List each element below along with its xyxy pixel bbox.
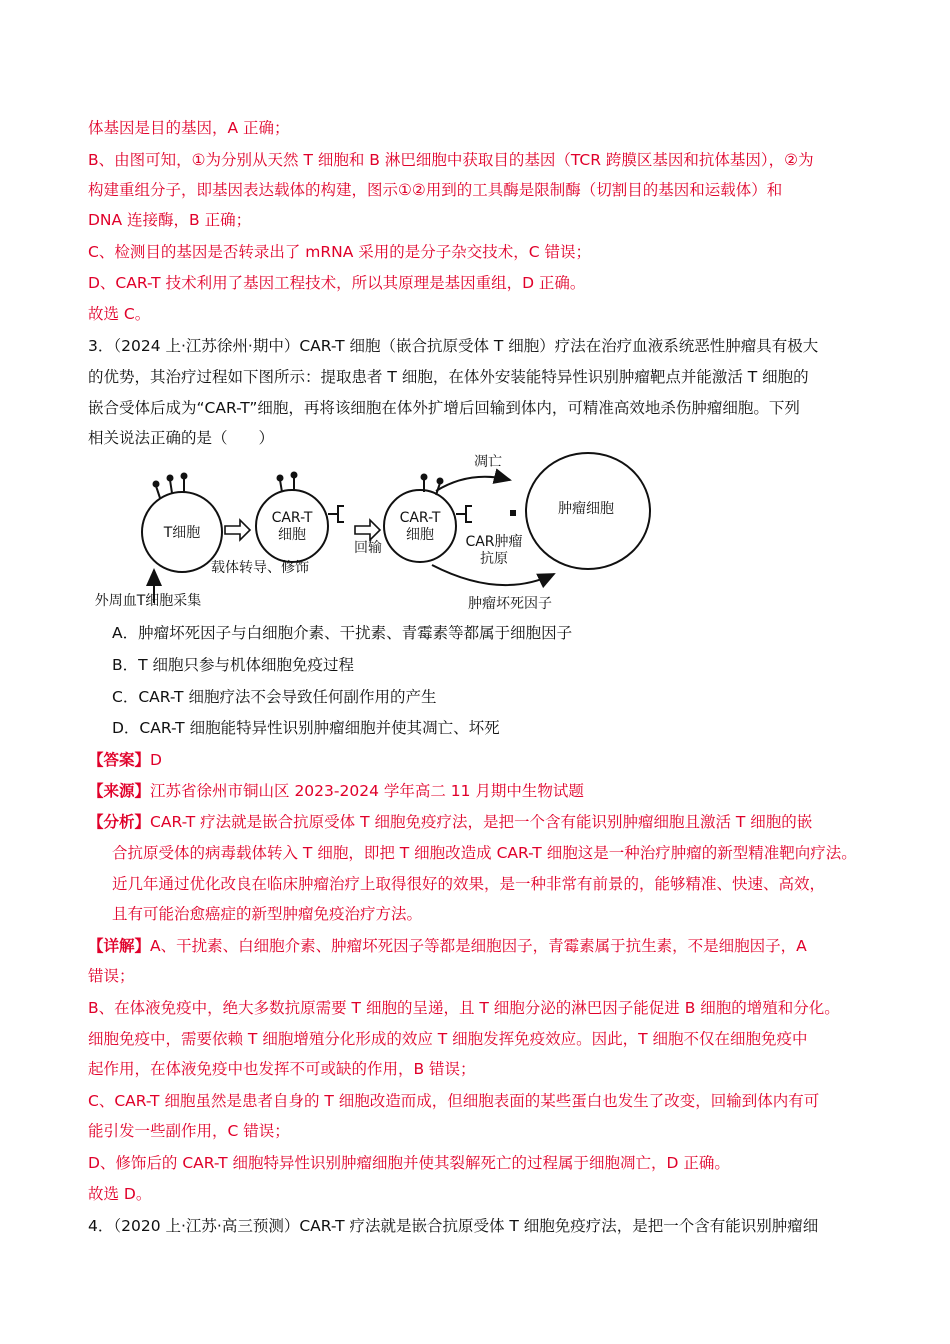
vector-label: 载体转导、修饰: [211, 560, 309, 576]
analysis-tag: 【分析】: [88, 813, 151, 831]
detail-text: C、CAR-T 细胞虽然是患者自身的 T 细胞改造而成，但细胞表面的某些蛋白也发生了改变，回输到体内有可: [88, 1092, 820, 1110]
prev-explanation-b: B、由图可知，①为分别从天然 T 细胞和 B 淋巴细胞中获取目的基因（TCR 跨膜区基因和抗体基因），②为: [88, 151, 814, 169]
car-t-label: CAR-T: [271, 510, 313, 526]
detail-text: 错误；: [88, 967, 135, 985]
question-3-stem: 嵌合受体后成为“CAR-T”细胞，再将该细胞在体外扩增后回输到体内，可精准高效地杀伤肿瘤细胞。下列: [88, 399, 800, 417]
detail-text: B、在体液免疫中，绝大多数抗原需要 T 细胞的呈递，且 T 细胞分泌的淋巴因子能促进 B 细胞的增殖和分化。: [88, 999, 840, 1017]
prev-explanation-c: C、检测目的基因是否转录出了 mRNA 采用的是分子杂交技术，C 错误；: [88, 243, 591, 261]
option-c: C．CAR-T 细胞疗法不会导致任何副作用的产生: [112, 688, 437, 706]
option-d: D．CAR-T 细胞能特异性识别肿瘤细胞并使其凋亡、坏死: [112, 719, 500, 737]
answer-tag: 【答案】: [88, 751, 151, 769]
q3-conclusion: 故选 D。: [88, 1185, 152, 1203]
option-b: B．T 细胞只参与机体细胞免疫过程: [112, 656, 355, 674]
detail-text: 能引发一些副作用，C 错误；: [88, 1122, 290, 1140]
tumor-cell-label: 肿瘤细胞: [558, 501, 614, 517]
prev-explanation-line: 体基因是目的基因，A 正确；: [88, 119, 290, 137]
car-t-label: 细胞: [278, 527, 306, 543]
t-cell-label: T细胞: [163, 525, 201, 541]
car-antigen-label: CAR肿瘤: [465, 534, 523, 550]
car-t-label: 细胞: [406, 527, 434, 543]
source-tag: 【来源】: [88, 782, 151, 800]
reinfuse-label: 回输: [354, 540, 382, 556]
source-text: 江苏省徐州市铜山区 2023-2024 学年高二 11 月期中生物试题: [150, 782, 584, 800]
detail-text: 细胞免疫中，需要依赖 T 细胞增殖分化形成的效应 T 细胞发挥免疫效应。因此，T 细胞不仅在细胞免疫中: [88, 1030, 808, 1048]
source-line: [88, 780, 584, 802]
analysis-text: 近几年通过优化改良在临床肿瘤治疗上取得很好的效果，是一种非常有前景的，能够精准、快速、高效，: [112, 875, 826, 893]
question-3-stem: 3．（2024 上·江苏徐州·期中）CAR-T 细胞（嵌合抗原受体 T 细胞）疗法在治疗血液系统恶性肿瘤具有极大: [88, 337, 819, 355]
tnf-label: 肿瘤坏死因子: [468, 596, 552, 612]
detail-tag: 【详解】: [88, 937, 151, 955]
detail-line: [88, 935, 807, 957]
car-t-diagram: [80, 448, 720, 618]
car-t-cell-shape: [384, 490, 456, 562]
detail-text: D、修饰后的 CAR-T 细胞特异性识别肿瘤细胞并使其裂解死亡的过程属于细胞凋亡，D 正确。: [88, 1154, 730, 1172]
analysis-text: 且有可能治愈癌症的新型肿瘤免疫治疗方法。: [112, 905, 423, 923]
prev-conclusion: 故选 C。: [88, 305, 151, 323]
analysis-text: 合抗原受体的病毒载体转入 T 细胞，即把 T 细胞改造成 CAR-T 细胞这是一种治疗肿瘤的新型精准靶向疗法。: [112, 844, 857, 862]
detail-text: A、干扰素、白细胞介素、肿瘤坏死因子等都是细胞因子，青霉素属于抗生素，不是细胞因子，A: [150, 937, 807, 955]
answer-line: [88, 749, 162, 771]
car-t-label: CAR-T: [399, 510, 441, 526]
apoptosis-label: 凋亡: [474, 454, 502, 470]
detail-text: 起作用，在体液免疫中也发挥不可或缺的作用，B 错误；: [88, 1060, 476, 1078]
collect-label: 外周血T细胞采集: [94, 593, 202, 609]
car-t-cell-shape: [256, 490, 328, 562]
question-3-stem: 的优势，其治疗过程如下图所示：提取患者 T 细胞，在体外安装能特异性识别肿瘤靶点并能激活 T 细胞的: [88, 368, 809, 386]
prev-explanation-b: 构建重组分子，即基因表达载体的构建，图示①②用到的工具酶是限制酶（切割目的基因和运载体）和: [88, 181, 783, 199]
option-a: A．肿瘤坏死因子与白细胞介素、干扰素、青霉素等都属于细胞因子: [112, 624, 573, 642]
answer-value: D: [150, 751, 162, 769]
question-3-stem: 相关说法正确的是（ ）: [88, 429, 275, 447]
analysis-text: CAR-T 疗法就是嵌合抗原受体 T 细胞免疫疗法，是把一个含有能识别肿瘤细胞且激活 T 细胞的嵌: [150, 813, 813, 831]
car-antigen-label: 抗原: [480, 551, 508, 567]
question-4-stem: 4．（2020 上·江苏·高三预测）CAR-T 疗法就是嵌合抗原受体 T 细胞免疫疗法，是把一个含有能识别肿瘤细: [88, 1217, 819, 1235]
prev-explanation-d: D、CAR-T 技术利用了基因工程技术，所以其原理是基因重组，D 正确。: [88, 274, 586, 292]
prev-explanation-b: DNA 连接酶，B 正确；: [88, 211, 252, 229]
analysis-line: [88, 811, 812, 833]
